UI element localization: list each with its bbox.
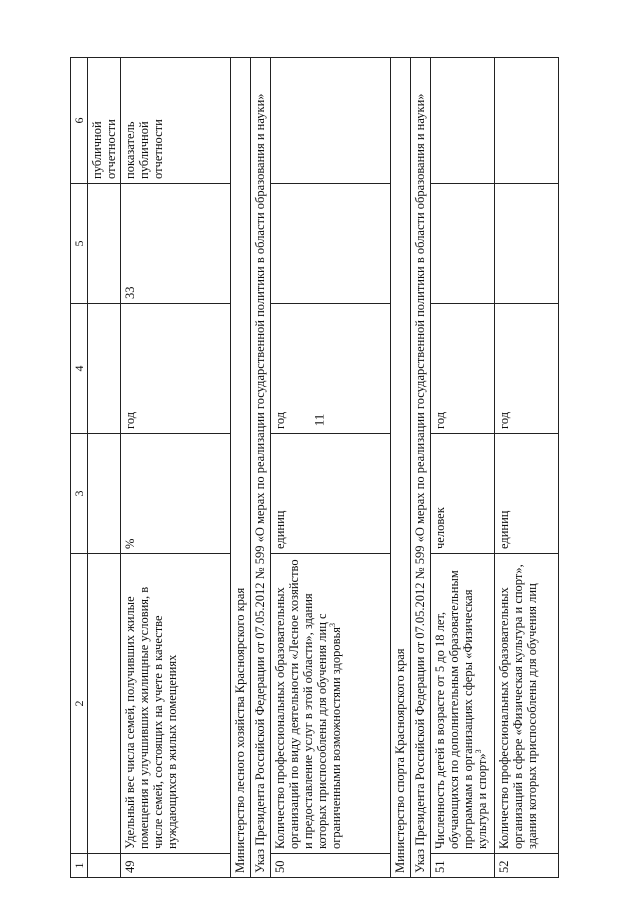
cell-value: [495, 184, 559, 304]
cell-name: [431, 554, 495, 854]
cell-type: [495, 58, 559, 184]
header-cell: 3: [71, 434, 88, 554]
table-row: [495, 58, 559, 878]
header-cell: 6: [71, 58, 88, 184]
cell-period: год: [495, 304, 559, 434]
cell-type: [271, 58, 391, 184]
cell-unit: человек: [431, 434, 495, 554]
header-cell: 1: [71, 854, 88, 878]
cell-name: Удельный вес числа семей, получивших жилые помещения и улучшивших жилищные условия, в числе семей, состоящих на учете в качестве нуждающихся в жилых помещениях: [121, 554, 231, 854]
rotated-table-page: [70, 58, 539, 878]
header-cell: 5: [71, 184, 88, 304]
cell-value: [431, 184, 495, 304]
section-row: [411, 58, 431, 878]
cell-name-text: Численность детей в возрасте от 5 до 18 лет, обучающихся по дополнительным образовательным программам в организациях сферы «Физическая культура и спорт»: [433, 570, 489, 849]
header-cell: 4: [71, 304, 88, 434]
cell-type: [431, 58, 495, 184]
cell-name-text: Количество профессиональных образовательных организаций по виду деятельности «Лесное хозяйство и предоставление услуг в этой области», здания которых приспособлены для обучения лиц с ограниченными возможностями здоровья: [273, 559, 343, 849]
cell-name: Количество профессиональных образовательных организаций в сфере «Физическая культура и спорт», здания которых приспособлены для обучения лиц: [495, 554, 559, 854]
header-cell: 2: [71, 554, 88, 854]
table-row: [88, 58, 121, 878]
decree-title: Указ Президента Российской Федерации от 07.05.2012 № 599 «О мерах по реализации государственной политики в области образования и науки»: [251, 58, 271, 878]
cell-period: год: [121, 304, 231, 434]
cell-num: 52: [495, 854, 559, 878]
cell-num: 49: [121, 854, 231, 878]
cell-period: год: [431, 304, 495, 434]
cell-name: [271, 554, 391, 854]
section-title: Министерство лесного хозяйства Красноярского края: [231, 58, 251, 878]
cell-value: 33: [121, 184, 231, 304]
cell-unit: единиц: [271, 434, 391, 554]
cell-value: [271, 184, 391, 304]
cell-period: год: [271, 304, 391, 434]
section-row: [391, 58, 411, 878]
cell-num: 50: [271, 854, 391, 878]
cell-type: показатель публичной отчетности: [121, 58, 231, 184]
table-row: [271, 58, 391, 878]
header-row: [71, 58, 88, 878]
indicators-table: [70, 57, 559, 878]
cell-unit: единиц: [495, 434, 559, 554]
cell-type: публичной отчетности: [88, 58, 121, 184]
cell-num: 51: [431, 854, 495, 878]
table-row: [431, 58, 495, 878]
footnote-marker: 3: [327, 623, 337, 628]
footnote-marker: 3: [473, 749, 483, 754]
decree-title: Указ Президента Российской Федерации от 07.05.2012 № 599 «О мерах по реализации государственной политики в области образования и науки»: [411, 58, 431, 878]
cell-unit: %: [121, 434, 231, 554]
section-row: [251, 58, 271, 878]
page-number: 11: [311, 413, 327, 427]
section-title: Министерство спорта Красноярского края: [391, 58, 411, 878]
section-row: [231, 58, 251, 878]
table-row: [121, 58, 231, 878]
